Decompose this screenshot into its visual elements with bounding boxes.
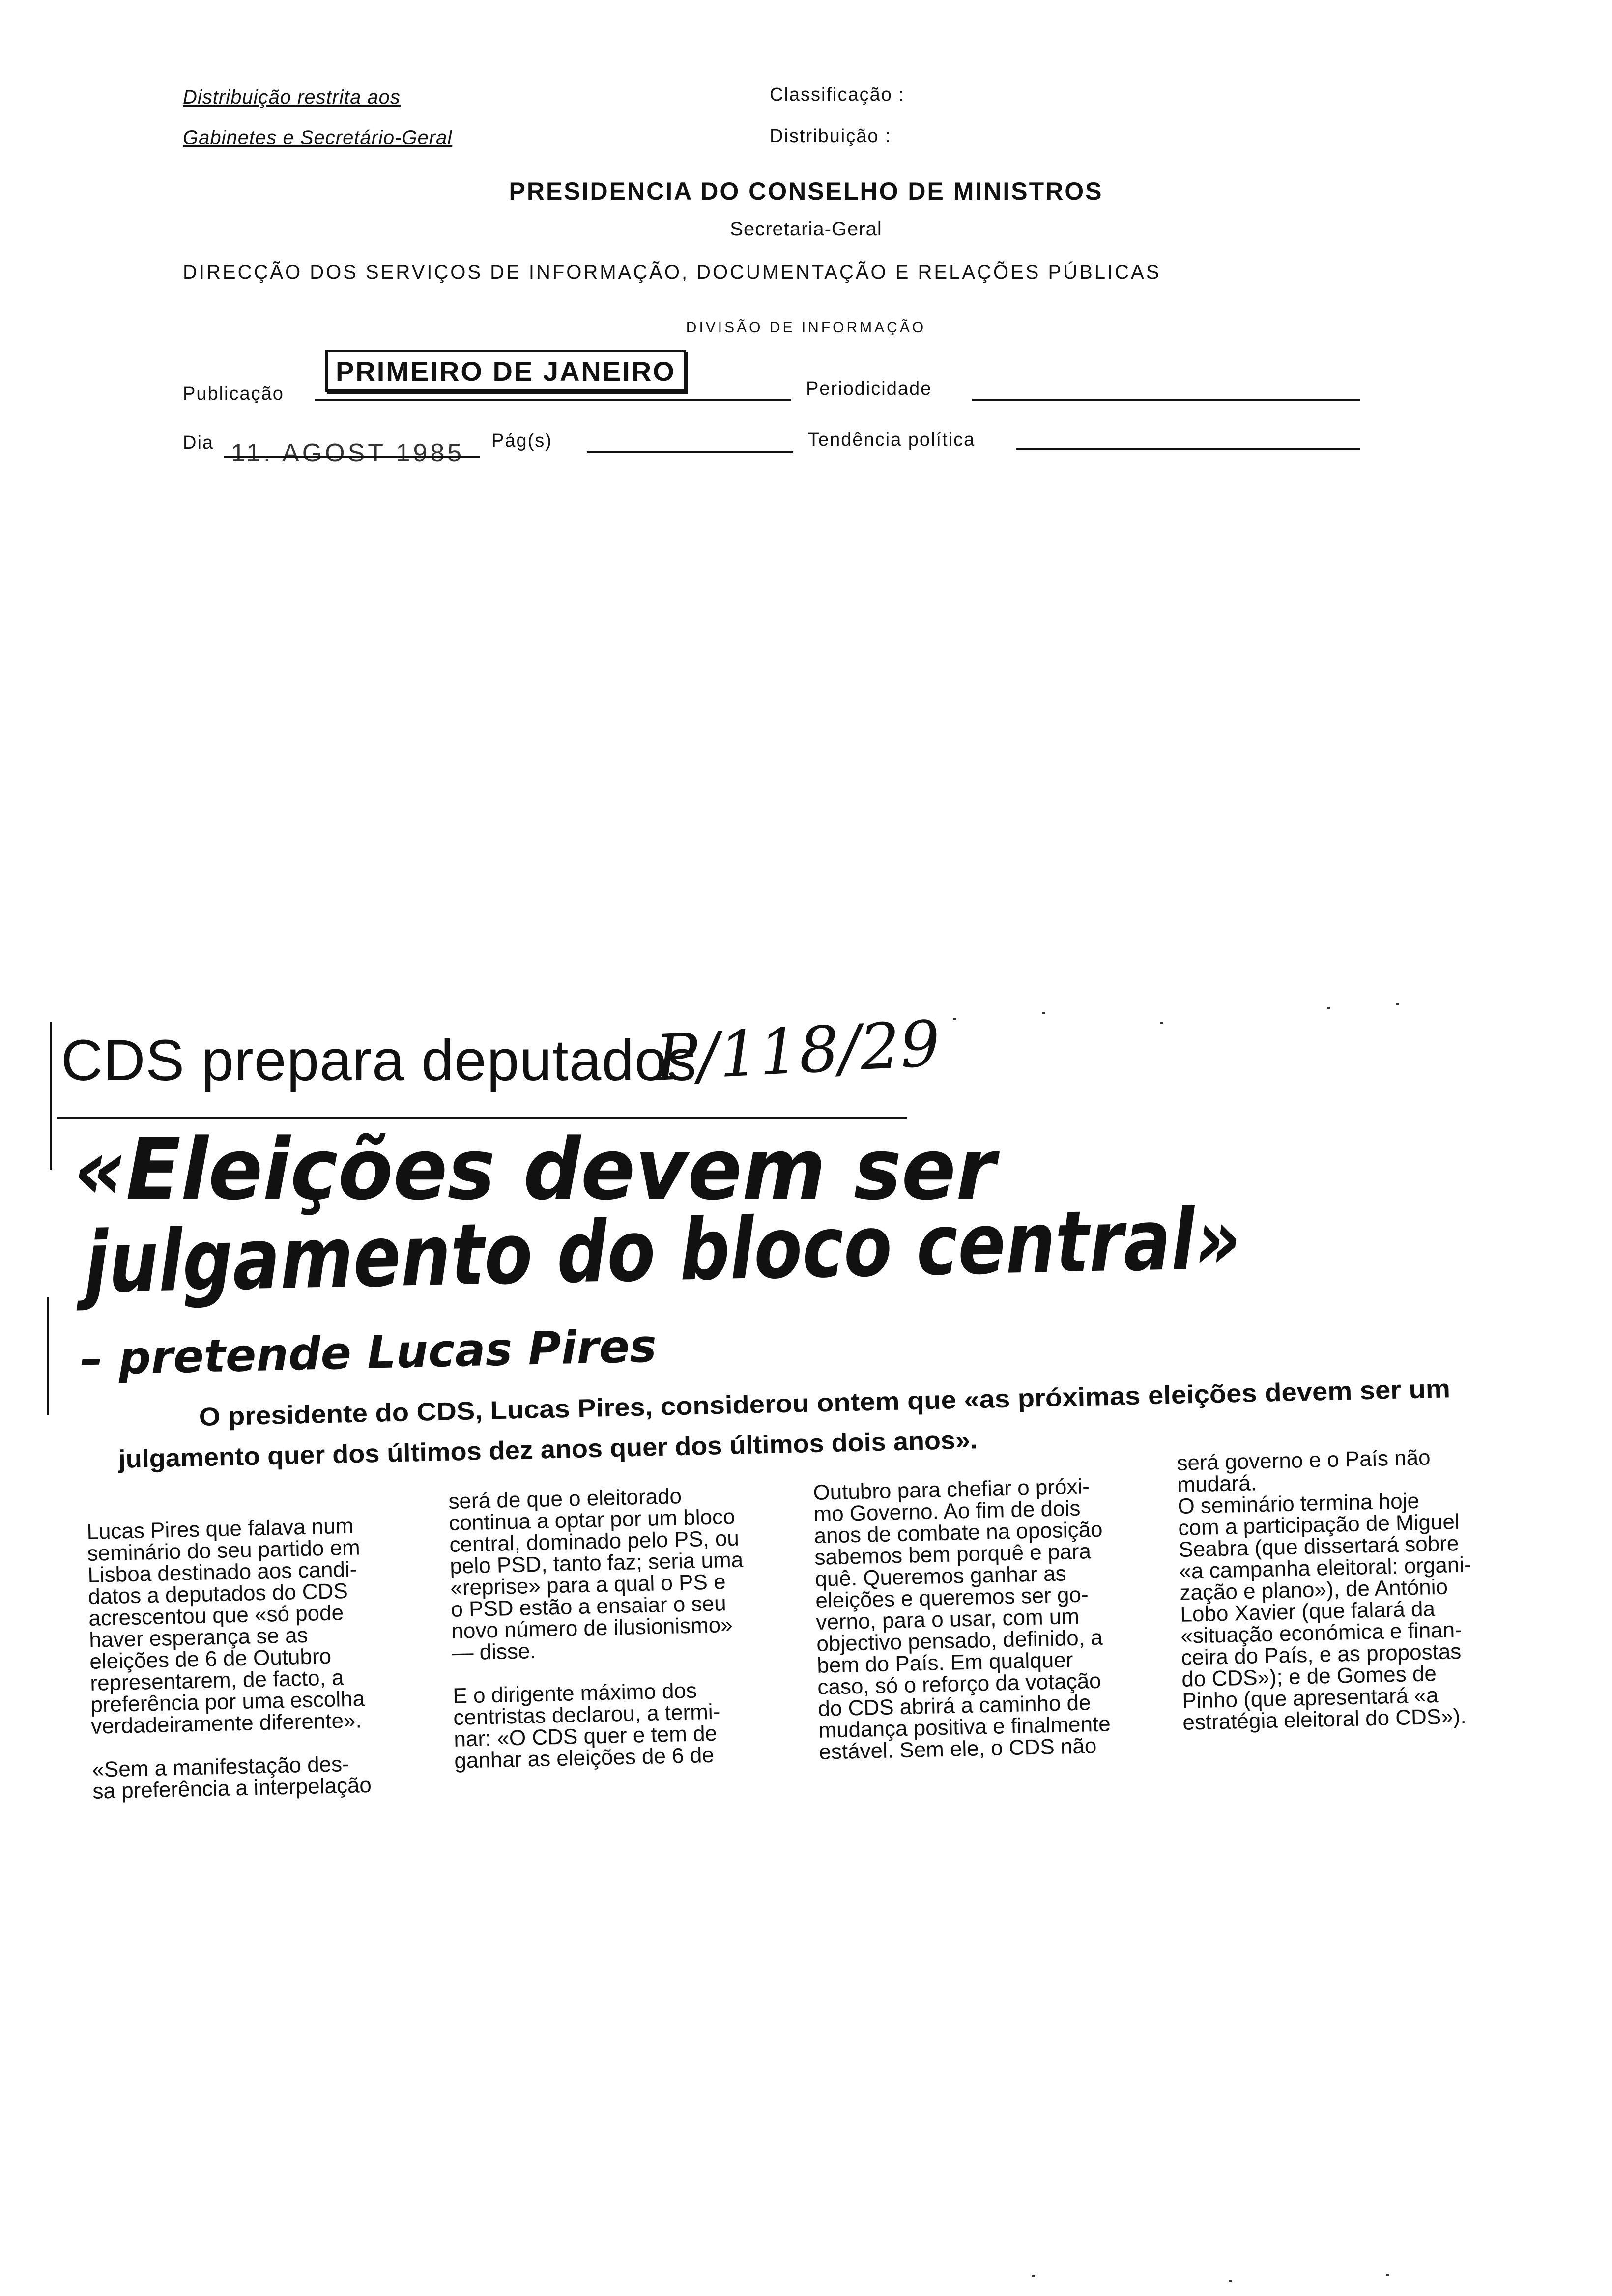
day-label: Dia: [183, 432, 214, 453]
headline-line2: julgamento do bloco central»: [83, 1189, 1242, 1312]
political-tendency-label: Tendência política: [808, 430, 976, 450]
date-stamp: 11. AGOST 1985: [231, 439, 465, 467]
article-column-2: será de que o eleitorado continua a optar por um bloco central, dominado pelo PS, ou pelo PSD, tanto faz; seria uma «reprise» para a qual o PS e o PSD estão a ensaiar o seu novo número de ilusionismo» — disse. E o dirigente máximo dos centristas declarou, a termi- nar: «O CDS quer e tem de ganhar as eleições de 6 de: [448, 1484, 744, 1773]
publication-label: Publicação: [183, 383, 284, 404]
restricted-distribution-line2: Gabinetes e Secretário-Geral: [183, 127, 453, 148]
handwritten-reference: P/118/29: [654, 1007, 942, 1095]
scan-speck: [1327, 1007, 1330, 1009]
kicker-underline: [57, 1117, 907, 1119]
restricted-distribution-line1: Distribuição restrita aos: [183, 86, 401, 108]
periodicity-label: Periodicidade: [806, 378, 932, 399]
scan-speck: [1042, 1012, 1045, 1014]
scan-speck: [1160, 1022, 1163, 1024]
pages-underline: [587, 451, 793, 453]
scan-speck: [953, 1018, 956, 1020]
byline: – pretende Lucas Pires: [80, 1320, 657, 1385]
publication-underline: [315, 399, 791, 401]
kicker-headline: CDS prepara deputados: [61, 1028, 697, 1093]
division-line: DIVISÃO DE INFORMAÇÃO: [686, 319, 926, 336]
lead-paragraph-line2: julgamento quer dos últimos dez anos quer dos últimos dois anos».: [118, 1426, 978, 1474]
organization-title: PRESIDENCIA DO CONSELHO DE MINISTROS: [509, 177, 1103, 205]
clipping-edge-mark-lower: [47, 1297, 49, 1415]
scan-speck: [1396, 1003, 1399, 1004]
lead-paragraph-line1: O presidente do CDS, Lucas Pires, considerou ontem que «as próximas eleições devem ser um: [199, 1375, 1451, 1432]
headline-line1: «Eleições devem ser: [74, 1120, 996, 1219]
scan-speck: [1032, 2275, 1035, 2277]
periodicity-underline: [972, 399, 1360, 401]
classification-label: Classificação :: [770, 85, 905, 105]
department-line: DIRECÇÃO DOS SERVIÇOS DE INFORMAÇÃO, DOCUMENTAÇÃO E RELAÇÕES PÚBLICAS: [183, 261, 1161, 283]
article-column-4: será governo e o País não mudará. O seminário termina hoje com a participação de Miguel Seabra (que dissertará sobre «a campanha eleitoral: organi- zação e plano»), de António Lobo Xavier (que falará da «situação económica e finan- ceira do País, e as propostas do CDS»); e de Gomes de Pinho (que apresentará «a estratégia eleitoral do CDS»).: [1176, 1445, 1472, 1735]
article-column-1: Lucas Pires que falava num seminário do seu partido em Lisboa destinado aos candi- datos a deputados do CDS acrescentou que «só pode haver esperança se as eleições de 6 de Outubro representarem, de facto, a preferência por uma escolha verdadeiramente diferente». «Sem a manifestação des- sa preferência a interpelação: [86, 1514, 372, 1804]
secretariat-subtitle: Secretaria-Geral: [730, 218, 882, 240]
article-column-3: Outubro para chefiar o próxi- mo Governo. Ao fim de dois anos de combate na oposição sabemos bem porquê e para quê. Queremos ganhar as eleições e queremos ser go- verno, para o usar, com um objectivo pensado, definido, a bem do País. Em qualquer caso, só o reforço da votação do CDS abrirá a caminho de mudança positiva e finalmente estável. Sem ele, o CDS não: [812, 1474, 1111, 1764]
distribution-label: Distribuição :: [770, 126, 892, 146]
publication-stamp: PRIMEIRO DE JANEIRO: [325, 350, 686, 392]
political-tendency-underline: [1016, 448, 1360, 450]
scan-speck: [1229, 2280, 1232, 2282]
pages-label: Pág(s): [491, 430, 552, 451]
date-strikethrough: [224, 456, 480, 458]
scan-speck: [1386, 2274, 1389, 2276]
clipping-edge-mark: [50, 1022, 52, 1170]
